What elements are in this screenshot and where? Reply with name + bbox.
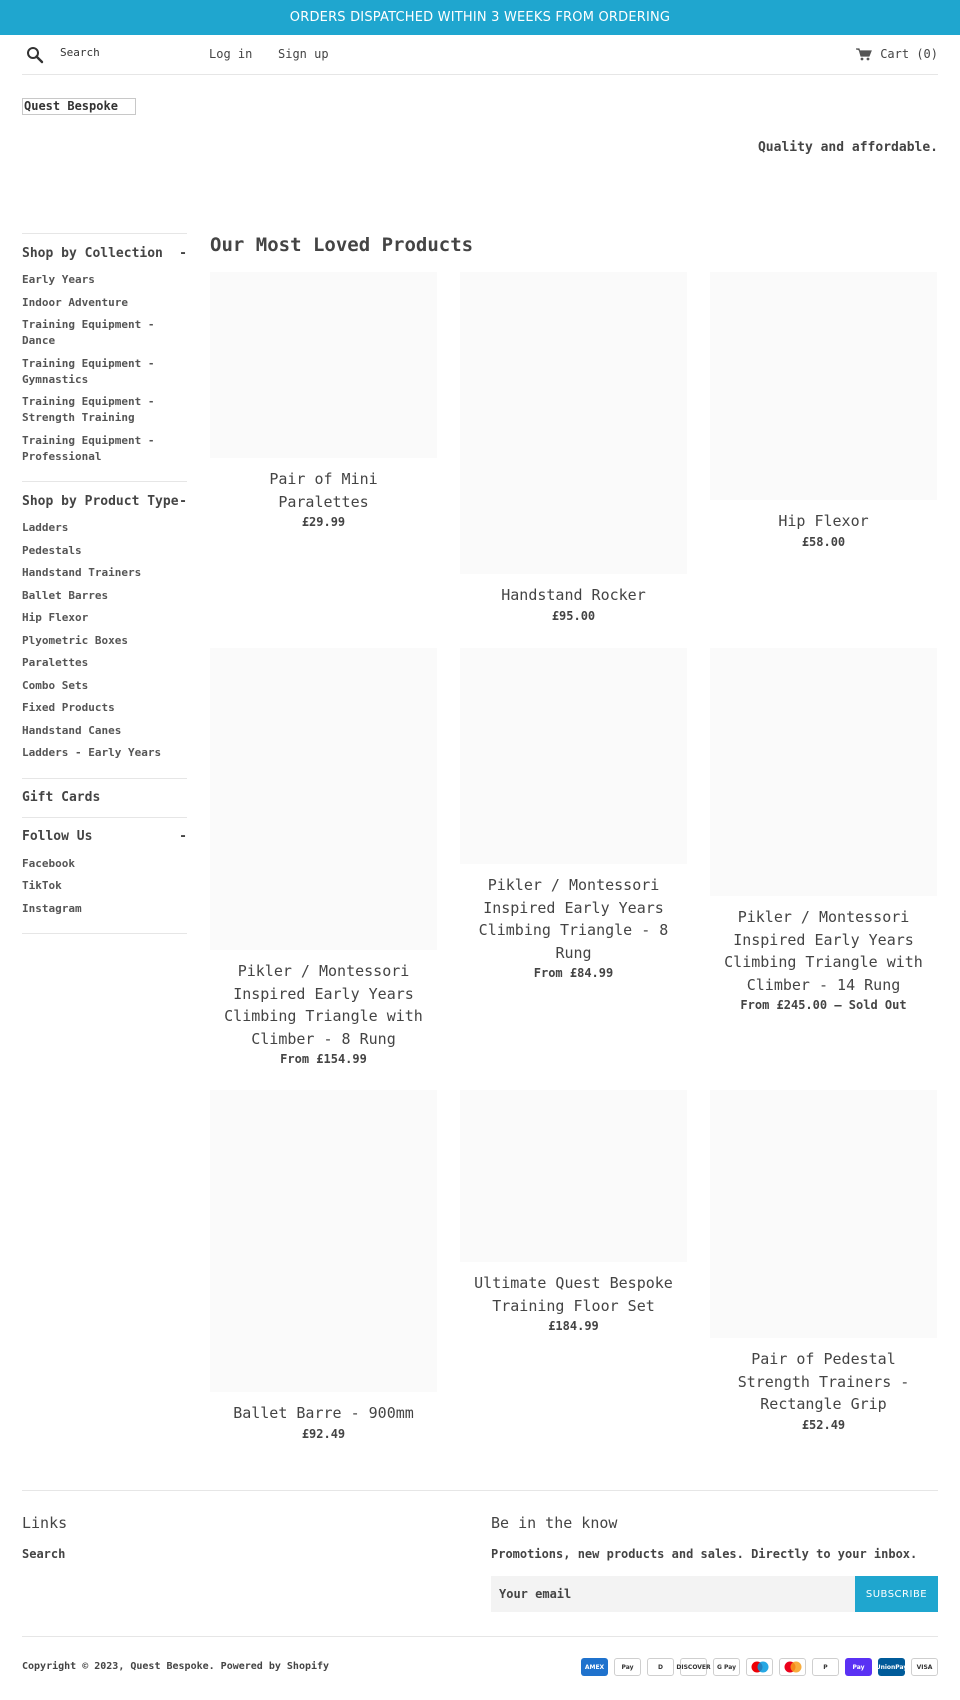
sidebar-link[interactable]: TikTok xyxy=(22,879,62,892)
product-image[interactable] xyxy=(460,1090,687,1262)
product-title[interactable]: Ballet Barre - 900mm xyxy=(233,1404,414,1422)
sidebar-follow-title: Follow Us xyxy=(22,829,93,844)
collapse-toggle-icon[interactable]: - xyxy=(179,245,187,261)
footer-search-link[interactable]: Search xyxy=(22,1547,66,1561)
product-price: £52.49 xyxy=(801,1417,846,1432)
signup-link[interactable]: Sign up xyxy=(278,47,329,61)
product-price: £95.00 xyxy=(551,608,596,623)
sidebar-gift-cards-link[interactable] xyxy=(22,789,187,807)
footer-divider xyxy=(22,1636,938,1637)
sidebar-link[interactable]: Hip Flexor xyxy=(22,611,89,624)
collapse-toggle-icon[interactable]: - xyxy=(179,829,187,844)
sidebar-link[interactable]: Handstand Trainers xyxy=(22,566,142,579)
product-title[interactable]: Pikler / Montessori Inspired Early Years Climbing Triangle with Climber - 8 Rung xyxy=(224,962,423,1048)
product-price: £29.99 xyxy=(301,515,346,529)
sidebar-link[interactable]: Handstand Canes xyxy=(22,723,122,737)
sidebar-link[interactable]: Training Equipment - Strength Training xyxy=(22,395,155,424)
sidebar-link[interactable]: Plyometric Boxes xyxy=(22,633,128,647)
amex-icon: AMEX xyxy=(581,1658,608,1676)
product-title[interactable]: Pikler / Montessori Inspired Early Years Climbing Triangle - 8 Rung xyxy=(478,876,669,962)
sidebar-link[interactable]: Ballet Barres xyxy=(22,588,109,602)
sidebar-follow-section xyxy=(22,817,187,934)
product-title[interactable]: Pair of Mini Paralettes xyxy=(269,470,378,511)
sidebar-link[interactable]: Ladders xyxy=(22,521,69,534)
product-title[interactable]: Pikler / Montessori Inspired Early Years Climbing Triangle with Climber - 14 Rung xyxy=(724,908,923,994)
sidebar-follow-list xyxy=(22,856,187,917)
product-card[interactable] xyxy=(460,272,687,623)
sidebar-link[interactable]: Paralettes xyxy=(22,656,89,669)
collapse-toggle-icon[interactable]: - xyxy=(179,493,187,509)
product-card[interactable] xyxy=(210,272,437,529)
product-title[interactable]: Pair of Pedestal Strength Trainers - Rectangle Grip xyxy=(737,1350,910,1413)
sidebar xyxy=(22,233,187,934)
product-price: From £154.99 xyxy=(280,1052,367,1066)
sidebar-gift-cards-title: Gift Cards xyxy=(22,790,101,805)
sidebar-link[interactable]: Early Years xyxy=(22,273,95,286)
sidebar-link[interactable]: Fixed Products xyxy=(22,701,115,714)
cart-link[interactable] xyxy=(856,47,938,61)
sidebar-gift-cards-section xyxy=(22,778,187,817)
search-icon[interactable] xyxy=(26,46,44,64)
product-image[interactable] xyxy=(460,648,687,864)
email-field[interactable] xyxy=(491,1576,855,1612)
visa-icon: VISA xyxy=(911,1658,938,1676)
product-price: £184.99 xyxy=(548,1319,599,1333)
product-image[interactable] xyxy=(710,1090,937,1338)
site-logo[interactable]: Quest Bespoke xyxy=(22,98,136,115)
sidebar-product-type-title: Shop by Product Type xyxy=(22,493,179,509)
sidebar-product-type-section xyxy=(22,481,187,778)
product-card[interactable] xyxy=(210,648,437,1066)
apple-pay-icon: Pay xyxy=(614,1658,641,1676)
sidebar-link[interactable]: Training Equipment - Professional xyxy=(22,433,155,463)
sidebar-link[interactable]: Indoor Adventure xyxy=(22,295,128,309)
union-pay-icon: UnionPay xyxy=(878,1658,905,1676)
sidebar-collection-title: Shop by Collection xyxy=(22,245,163,261)
product-image[interactable] xyxy=(710,272,937,500)
product-image[interactable] xyxy=(710,648,937,896)
product-price: From £245.00 — Sold Out xyxy=(740,998,907,1012)
product-card[interactable] xyxy=(710,648,937,1012)
product-price: From £84.99 xyxy=(533,966,614,980)
mastercard-icon xyxy=(779,1658,806,1676)
shop-pay-icon: Pay xyxy=(845,1658,872,1676)
product-image[interactable] xyxy=(210,272,437,458)
sidebar-link[interactable]: Pedestals xyxy=(22,543,82,557)
footer-divider xyxy=(22,1490,938,1491)
google-pay-icon: G Pay xyxy=(713,1658,740,1676)
product-title[interactable]: Ultimate Quest Bespoke Training Floor Set xyxy=(474,1274,673,1315)
header-bar xyxy=(22,35,938,75)
payment-icons xyxy=(581,1658,938,1676)
product-title[interactable]: Hip Flexor xyxy=(778,512,869,530)
product-card[interactable] xyxy=(710,272,937,549)
sidebar-collection-section xyxy=(22,233,187,481)
sidebar-collection-list xyxy=(22,272,187,465)
paypal-icon: P xyxy=(812,1658,839,1676)
sidebar-link[interactable]: Training Equipment - Gymnastics xyxy=(22,356,155,386)
product-card[interactable] xyxy=(210,1090,437,1441)
cart-label: Cart (0) xyxy=(880,47,938,61)
newsletter-title: Be in the know xyxy=(491,1514,618,1532)
login-link[interactable]: Log in xyxy=(209,47,253,61)
product-card[interactable] xyxy=(460,1090,687,1333)
sidebar-link[interactable]: Ladders - Early Years xyxy=(22,746,162,759)
product-title[interactable]: Handstand Rocker xyxy=(501,586,646,604)
subscribe-button[interactable]: SUBSCRIBE xyxy=(855,1576,938,1612)
product-card[interactable] xyxy=(710,1090,937,1432)
product-price: £92.49 xyxy=(301,1426,346,1441)
section-title: Our Most Loved Products xyxy=(210,234,474,256)
newsletter-text: Promotions, new products and sales. Directly to your inbox. xyxy=(491,1547,918,1561)
maestro-icon xyxy=(746,1658,773,1676)
product-image[interactable] xyxy=(460,272,687,574)
product-card[interactable] xyxy=(460,648,687,980)
footer-links-title: Links xyxy=(22,1514,68,1532)
discover-icon: DISCOVER xyxy=(680,1658,707,1676)
cart-icon xyxy=(856,48,872,61)
product-image[interactable] xyxy=(210,1090,437,1392)
sidebar-link[interactable]: Facebook xyxy=(22,856,75,870)
sidebar-link[interactable]: Training Equipment - Dance xyxy=(22,318,155,347)
sidebar-product-type-list xyxy=(22,520,187,761)
sidebar-divider xyxy=(22,933,187,934)
copyright-text: Copyright © 2023, Quest Bespoke. Powered by Shopify xyxy=(22,1661,330,1672)
sidebar-link[interactable]: Combo Sets xyxy=(22,678,89,692)
sidebar-collection-header[interactable] xyxy=(22,244,187,262)
site-tagline: Quality and affordable. xyxy=(757,140,938,155)
diners-club-icon: D xyxy=(647,1658,674,1676)
search-input[interactable]: Search xyxy=(60,46,100,59)
sidebar-link[interactable]: Instagram xyxy=(22,901,82,915)
product-price: £58.00 xyxy=(801,534,846,549)
announcement-bar: ORDERS DISPATCHED WITHIN 3 WEEKS FROM ORDERING xyxy=(0,0,960,35)
sidebar-product-type-header[interactable] xyxy=(22,492,187,510)
sidebar-follow-header[interactable] xyxy=(22,828,187,846)
product-image[interactable] xyxy=(210,648,437,950)
